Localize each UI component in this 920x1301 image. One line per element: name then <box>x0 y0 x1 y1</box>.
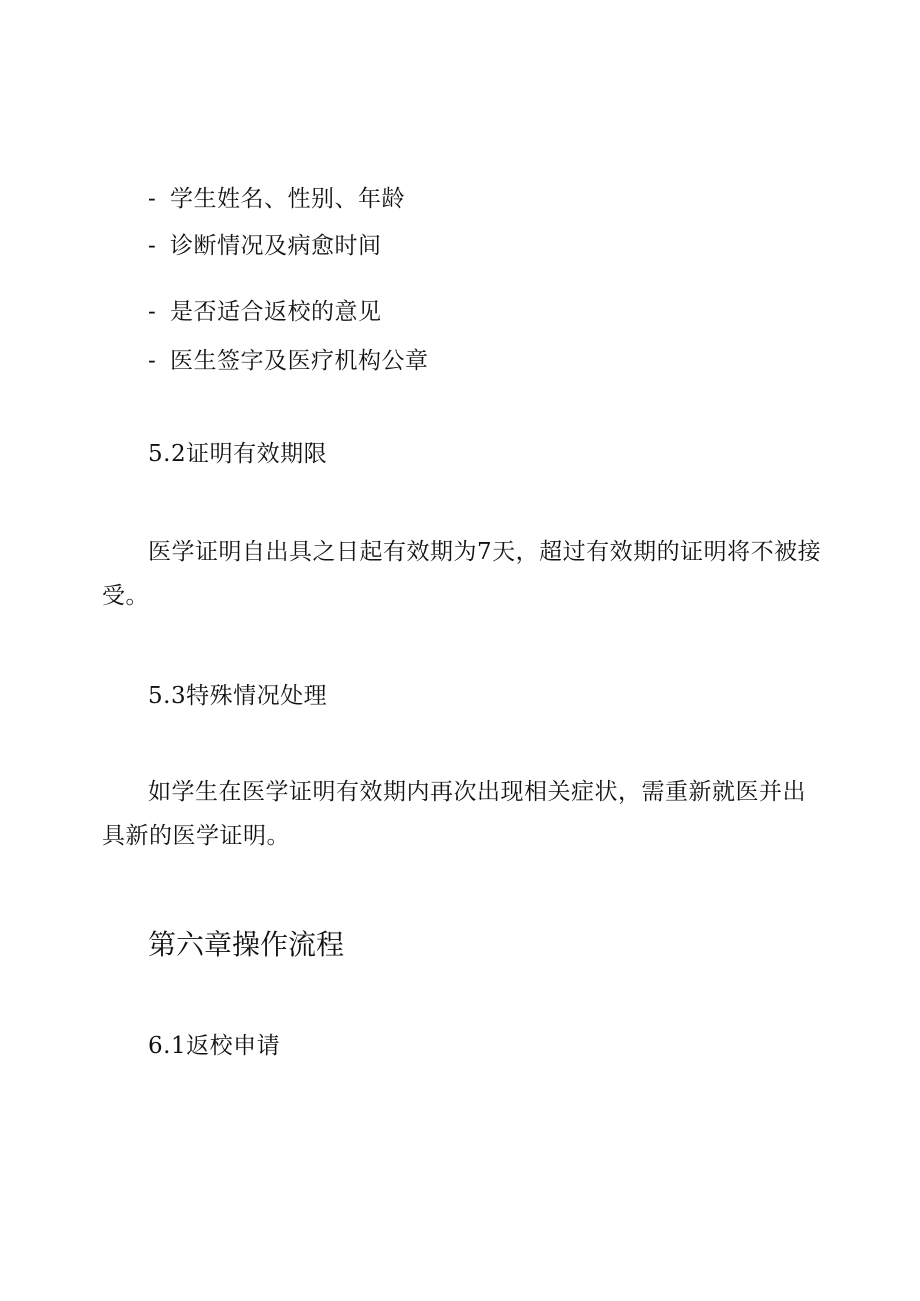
list-item <box>148 231 382 261</box>
section-heading-6-1: 6.1返校申请 <box>148 1033 281 1059</box>
section-paragraph-5-2: 医学证明自出具之日起有效期为7天，超过有效期的证明将不被接受。 <box>102 539 822 609</box>
list-dash: - <box>148 348 157 374</box>
section-heading-5-2: 5.2证明有效期限 <box>148 441 328 467</box>
list-item-text: 是否适合返校的意见 <box>170 299 382 325</box>
list-item <box>148 346 429 376</box>
list-item-text: 诊断情况及病愈时间 <box>170 233 382 259</box>
list-item-text: 学生姓名、性别、年龄 <box>170 186 405 212</box>
list-item-text: 医生签字及医疗机构公章 <box>170 348 429 374</box>
list-dash: - <box>148 186 157 212</box>
section-heading-5-3: 5.3特殊情况处理 <box>148 683 328 709</box>
list-item <box>148 297 382 327</box>
section-paragraph-5-3: 如学生在医学证明有效期内再次出现相关症状，需重新就医并出具新的医学证明。 <box>102 779 806 849</box>
list-item <box>148 184 405 214</box>
chapter-title: 第六章操作流程 <box>148 928 345 961</box>
list-dash: - <box>148 299 157 325</box>
list-dash: - <box>148 233 157 259</box>
